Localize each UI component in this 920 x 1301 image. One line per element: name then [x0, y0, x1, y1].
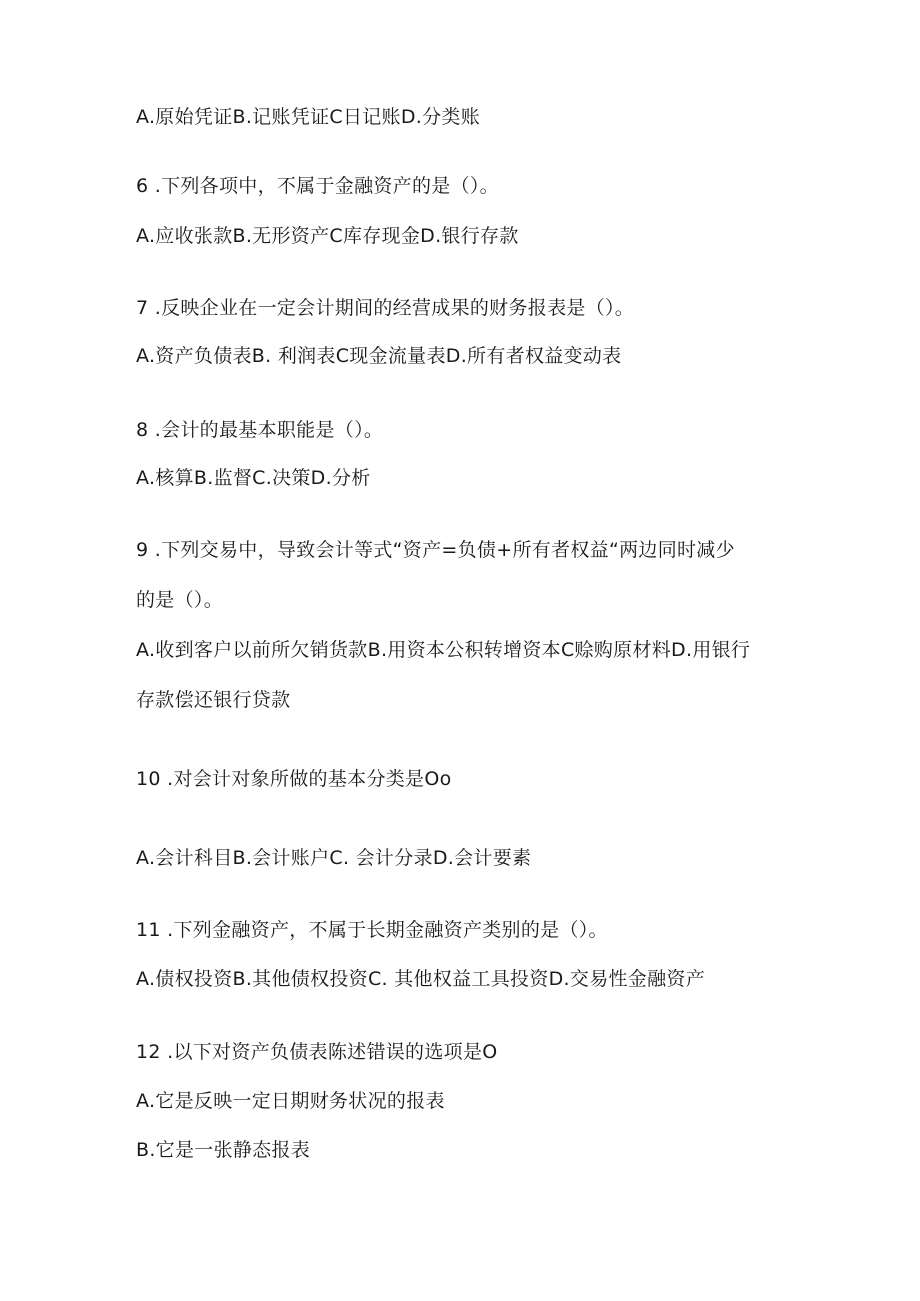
q12-option-a: A.它是反映一定日期财务状况的报表 [136, 1090, 445, 1112]
q5-options: A.原始凭证B.记账凭证C日记账D.分类账 [136, 106, 481, 128]
q11-options: A.债权投资B.其他债权投资C. 其他权益工具投资D.交易性金融资产 [136, 968, 705, 990]
q11-question: 11 .下列金融资产，不属于长期金融资产类别的是（）。 [136, 919, 608, 941]
q9-question-line2: 的是（）。 [136, 589, 224, 611]
q10-question: 10 .对会计对象所做的基本分类是Oo [136, 768, 452, 790]
q7-options: A.资产负债表B. 利润表C现金流量表D.所有者权益变动表 [136, 345, 622, 367]
q9-options-line1: A.收到客户以前所欠销货款B.用资本公积转增资本C赊购原材料D.用银行 [136, 639, 751, 661]
q12-option-b: B.它是一张静态报表 [136, 1139, 311, 1161]
q12-question: 12 .以下对资产负债表陈述错误的选项是O [136, 1041, 498, 1063]
q8-options: A.核算B.监督C.决策D.分析 [136, 467, 371, 489]
q9-question-line1: 9 .下列交易中，导致会计等式“资产=负债+所有者权益“两边同时减少 [136, 539, 735, 561]
q10-options: A.会计科目B.会计账户C. 会计分录D.会计要素 [136, 847, 532, 869]
q8-question: 8 .会计的最基本职能是（）。 [136, 419, 384, 441]
q7-question: 7 .反映企业在一定会计期间的经营成果的财务报表是（）。 [136, 297, 635, 319]
q9-options-line2: 存款偿还银行贷款 [136, 689, 291, 711]
q6-question: 6 .下列各项中，不属于金融资产的是（）。 [136, 175, 499, 197]
q6-options: A.应收张款B.无形资产C库存现金D.银行存款 [136, 225, 519, 247]
